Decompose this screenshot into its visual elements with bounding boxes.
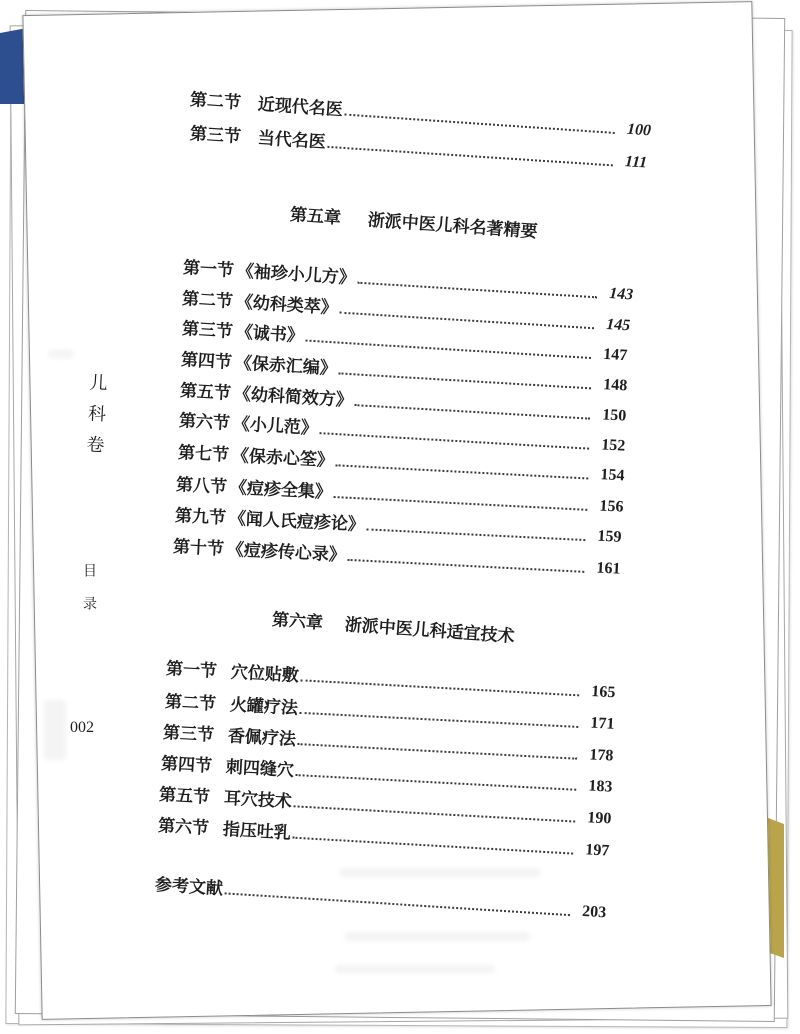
- dot-leader: [357, 282, 597, 299]
- page-number: 161: [596, 559, 621, 578]
- dot-leader: [348, 559, 585, 573]
- section-number: 第七节: [177, 443, 230, 466]
- dot-leader: [336, 464, 589, 479]
- section-title: 《保赤心筌》: [231, 445, 335, 472]
- dot-leader: [298, 743, 578, 760]
- dot-leader: [225, 892, 570, 916]
- section-title: 《痘疹传心录》: [226, 539, 347, 566]
- section-title: 当代名医: [257, 128, 327, 153]
- section-number: 第二节: [164, 692, 217, 715]
- dot-leader: [354, 404, 590, 420]
- dot-leader: [301, 679, 580, 696]
- chapter-number: 第五章: [289, 205, 342, 229]
- chapter-number: 第六章: [271, 610, 324, 634]
- page-number: 197: [584, 841, 610, 860]
- page-number: 165: [590, 683, 616, 702]
- page-number: 152: [600, 436, 626, 455]
- section-title: 指压吐乳: [222, 819, 292, 844]
- section-number: 第三节: [189, 124, 242, 148]
- section-number: 第二节: [181, 289, 234, 313]
- page-folio: 002: [70, 719, 94, 736]
- page-number: 143: [608, 285, 634, 304]
- page-number: 145: [605, 315, 631, 335]
- section-title: 《诚书》: [235, 322, 305, 347]
- dot-leader: [305, 340, 591, 359]
- dot-leader: [367, 528, 586, 541]
- dot-leader: [300, 712, 579, 728]
- section-number: 第六节: [178, 411, 231, 434]
- chapter-title: 浙派中医儿科名著精要: [367, 210, 539, 243]
- page-number: 100: [626, 120, 652, 140]
- volume-title: 儿科卷: [82, 372, 108, 467]
- dot-leader: [334, 496, 588, 511]
- section-number: 第一节: [182, 258, 235, 282]
- section-number: 第八节: [175, 475, 228, 498]
- chapter-heading: [271, 609, 515, 648]
- section-title: 《保赤汇编》: [234, 353, 338, 380]
- page-number: 190: [586, 809, 612, 828]
- dot-leader: [292, 837, 573, 855]
- section-number: 第三节: [181, 319, 234, 343]
- page-number: 111: [624, 153, 648, 172]
- section-number: 第十节: [172, 537, 225, 560]
- section-number: 第六节: [157, 816, 210, 839]
- page-number: 147: [602, 345, 628, 365]
- dot-leader: [294, 805, 576, 822]
- section-title: 穴位贴敷: [230, 662, 300, 687]
- page-number: 183: [587, 777, 613, 796]
- page-number: 150: [601, 406, 627, 425]
- page-number: 156: [599, 497, 624, 516]
- dot-leader: [296, 774, 577, 791]
- dot-leader: [327, 146, 612, 166]
- dot-leader: [338, 372, 591, 389]
- page-number: 203: [581, 902, 607, 922]
- page-number: 159: [597, 527, 622, 546]
- section-title: 近现代名医: [257, 94, 344, 121]
- section-number: 第一节: [165, 659, 218, 682]
- section-number: 第四节: [160, 754, 213, 777]
- page-number: 148: [602, 376, 628, 395]
- section-number: 第二节: [189, 90, 242, 114]
- section-title: 《痘疹全集》: [229, 477, 333, 503]
- section-number: 第三节: [162, 723, 215, 746]
- section-title: 《袖珍小儿方》: [236, 261, 357, 289]
- section-title: 《幼科类萃》: [235, 292, 339, 319]
- section-title: 香佩疗法: [227, 726, 297, 750]
- chapter-heading: [289, 204, 538, 243]
- dot-leader: [339, 312, 594, 330]
- page-number: 171: [590, 714, 615, 733]
- section-title: 刺四缝穴: [225, 757, 295, 781]
- section-title: 火罐疗法: [229, 695, 299, 719]
- section-number: 第五节: [179, 381, 232, 404]
- section-title: 耳穴技术: [223, 788, 293, 813]
- references-title: 参考文献: [154, 875, 224, 900]
- chapter-title: 浙派中医儿科适宜技术: [344, 615, 516, 647]
- page-number: 178: [588, 746, 614, 765]
- section-title: 《幼科简效方》: [233, 384, 354, 411]
- toc-heading: 目录: [81, 563, 97, 629]
- section-number: 第五节: [158, 785, 211, 808]
- section-title: 《闻人氏痘疹论》: [228, 508, 366, 536]
- dot-leader: [319, 432, 589, 450]
- section-number: 第四节: [180, 350, 233, 374]
- dot-leader: [344, 114, 615, 134]
- section-title: 《小儿范》: [232, 414, 319, 439]
- page-number: 154: [600, 466, 625, 485]
- toc-entry-references: [154, 874, 606, 924]
- section-number: 第九节: [174, 506, 227, 529]
